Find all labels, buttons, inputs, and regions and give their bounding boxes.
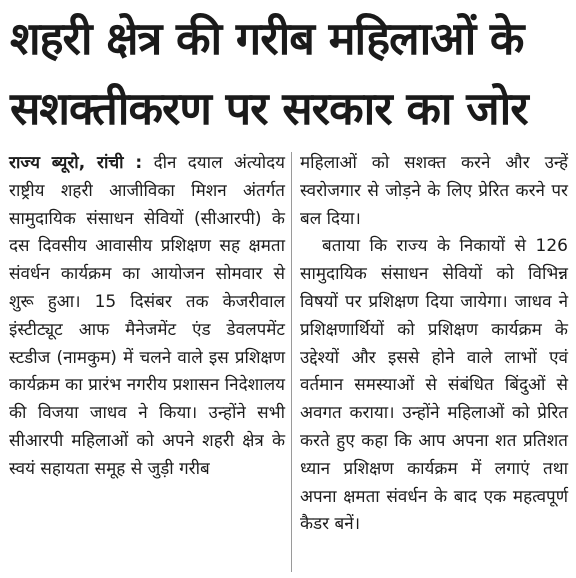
left-column-paragraph <box>9 150 285 484</box>
right-column <box>300 150 568 539</box>
headline-line-1: शहरी क्षेत्र की गरीब महिलाओं के <box>10 12 524 65</box>
left-column <box>9 150 285 484</box>
right-column-paragraph-2: बताया कि राज्य के निकायों से 126 सामुदायिक संसाधन सेवियों को विभिन्न विषयों पर प्रशिक्षण दिया जायेगा। जाधव ने प्रशिक्षणार्थियों को प्रशिक्षण कार्यक्रम के उद्देश्यों और इससे होने वाले लाभों एवं वर्तमान समस्याओं से संबंधित बिंदुओं से अवगत कराया। उन्होंने महिलाओं को प्रेरित करते हुए कहा कि आप अपना शत प्रतिशत ध्यान प्रशिक्षण कार्यक्रम में लगाएं तथा अपना क्षमता संवर्धन के बाद एक महत्वपूर्ण कैडर बनें। <box>300 236 568 535</box>
right-column-paragraph-1: महिलाओं को सशक्त करने और उन्हें स्वरोजगार से जोड़ने के लिए प्रेरित करने पर बल दिया। <box>300 153 568 229</box>
dateline: राज्य ब्यूरो, रांची : <box>9 153 143 173</box>
headline-line-2: सशक्तीकरण पर सरकार का जोर <box>10 82 528 135</box>
column-divider <box>291 152 292 572</box>
left-column-body: दीन दयाल अंत्योदय राष्ट्रीय शहरी आजीविका मिशन अंतर्गत सामुदायिक संसाधन सेवियों (सीआरपी) के दस दिवसीय आवासीय प्रशिक्षण सह क्षमता संवर्धन कार्यक्रम का आयोजन सोमवार से शुरू हुआ। 15 दिसंबर तक केजरीवाल इंस्टीट्यूट आफ मैनेजमेंट एंड डेवलपमेंट स्टडीज (नामकुम) में चलने वाले इस प्रशिक्षण कार्यक्रम का प्रारंभ नगरीय प्रशासन निदेशालय की विजया जाधव ने किया। उन्होंने सभी सीआरपी महिलाओं को अपने शहरी क्षेत्र के स्वयं सहायता समूह से जुड़ी गरीब <box>9 153 286 479</box>
